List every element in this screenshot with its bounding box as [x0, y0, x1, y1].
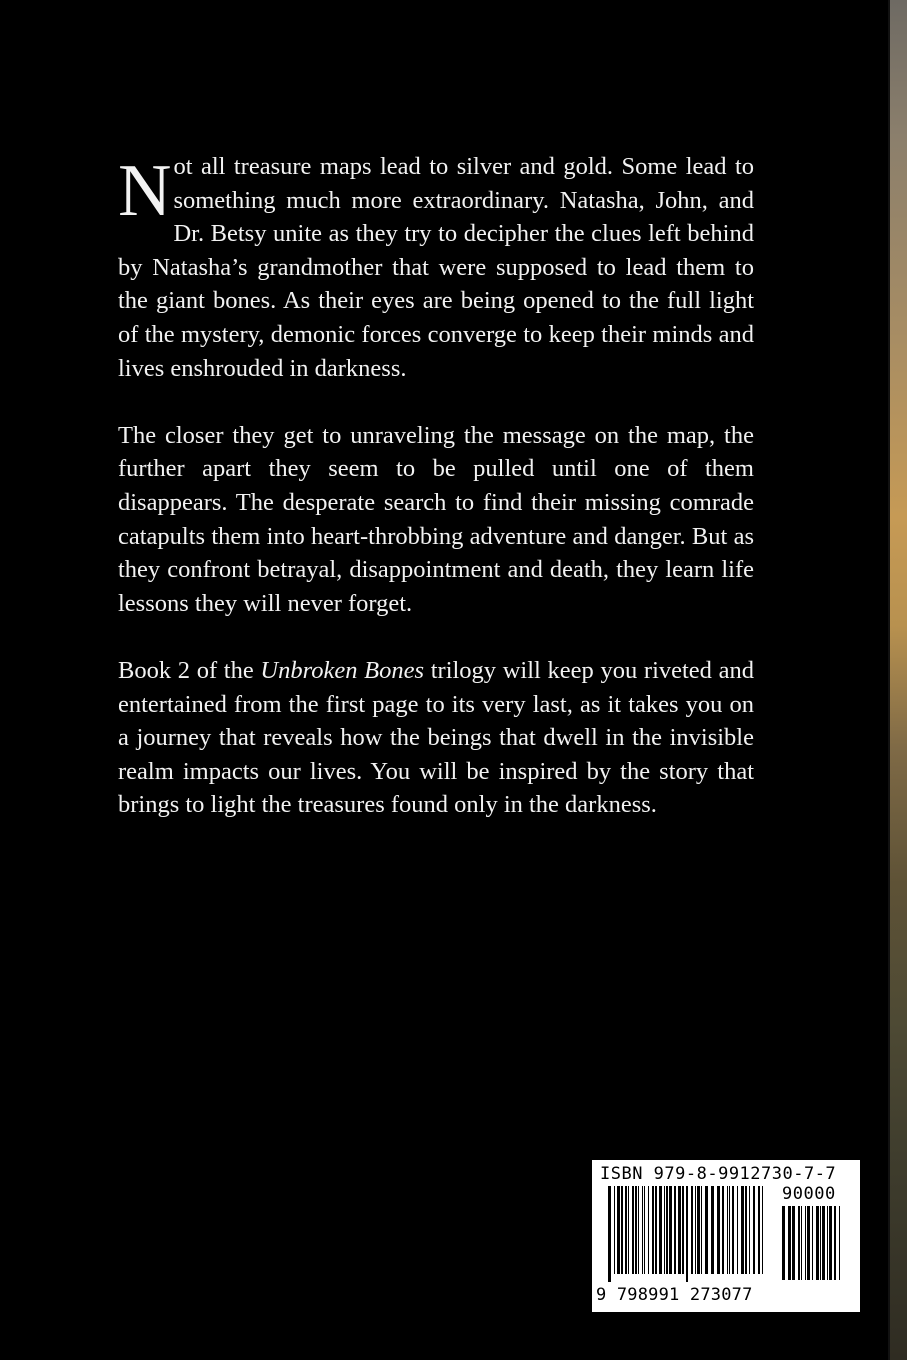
barcode-bar — [666, 1186, 668, 1274]
barcode-bar — [648, 1186, 649, 1274]
barcode-bar — [674, 1186, 676, 1274]
barcode-bar — [805, 1206, 806, 1280]
barcode-digits: 9 798991 273077 — [596, 1285, 753, 1305]
barcode-bar — [741, 1186, 744, 1274]
barcode-bar — [729, 1186, 730, 1274]
barcode-bar — [678, 1186, 681, 1274]
barcode-bar — [727, 1186, 728, 1274]
barcode-bar — [669, 1186, 672, 1274]
barcode-bar — [642, 1186, 643, 1274]
barcode-bar — [822, 1206, 825, 1280]
barcode-main-bars — [608, 1186, 768, 1282]
blurb-paragraph-2: The closer they get to unraveling the message on the map, the further apart they seem to be pulled until one of them disappears. The desperate search to find their missing comrade catapults them into heart-throbbing adventure and danger. But as they confront betrayal, disappointment and death, they learn life lessons they will never forget. — [118, 421, 754, 617]
barcode-bar — [827, 1206, 828, 1280]
barcode-bar — [625, 1186, 627, 1274]
series-title: Unbroken Bones — [260, 656, 425, 684]
barcode-bar — [762, 1186, 763, 1274]
barcode-bar — [652, 1186, 654, 1274]
barcode-bar — [638, 1186, 639, 1274]
barcode-bar — [807, 1206, 810, 1280]
blurb-text — [118, 150, 754, 855]
barcode-bar — [711, 1186, 714, 1274]
barcode-bar — [834, 1206, 836, 1280]
barcode-bar — [608, 1186, 611, 1282]
barcode-bar — [792, 1206, 795, 1280]
barcode-bar — [617, 1186, 620, 1274]
blurb-paragraph-3-end: trilogy will keep you riveted and entertained from the first page to its very last, as it takes you on a journey that reveals how the beings that dwell in the invisible realm impacts our lives. You will be inspired by the story that brings to light the treasures found only in the darkness. — [118, 656, 754, 819]
front-cover-edge-image — [890, 0, 907, 1360]
barcode-bar — [798, 1206, 800, 1280]
isbn-label: ISBN 979-8-9912730-7-7 — [600, 1164, 837, 1184]
barcode-bar — [621, 1186, 623, 1274]
barcode-bar — [745, 1186, 747, 1274]
drop-cap: N — [118, 150, 172, 232]
barcode-bar — [820, 1206, 821, 1280]
barcode-bar — [705, 1186, 708, 1274]
barcode-bar — [801, 1206, 802, 1280]
barcode-bar — [632, 1186, 634, 1274]
barcode-bar — [614, 1186, 615, 1274]
isbn-barcode — [592, 1160, 860, 1312]
barcode-bar — [644, 1186, 645, 1274]
barcode-bar — [717, 1186, 720, 1274]
barcode-bar — [655, 1186, 657, 1274]
barcode-bar — [701, 1186, 702, 1274]
barcode-bar — [788, 1206, 791, 1280]
barcode-bar — [722, 1186, 724, 1274]
barcode-bar — [691, 1186, 693, 1274]
blurb-paragraph-3 — [118, 654, 754, 822]
barcode-bar — [758, 1186, 760, 1274]
barcode-bar — [782, 1206, 785, 1280]
barcode-bar — [829, 1206, 832, 1280]
barcode-bar — [732, 1186, 734, 1274]
barcode-bar — [697, 1186, 700, 1274]
barcode-bar — [635, 1186, 637, 1274]
barcode-bar — [682, 1186, 684, 1274]
barcode-bar — [686, 1186, 688, 1282]
barcode-bar — [839, 1206, 840, 1280]
price-code: 90000 — [782, 1184, 836, 1204]
barcode-addon-bars — [782, 1206, 842, 1288]
barcode-bar — [749, 1186, 750, 1274]
barcode-bar — [628, 1186, 629, 1274]
blurb-paragraph-1-text: ot all treasure maps lead to silver and gold. Some lead to something much more extraordinary. Natasha, John, and Dr. Betsy unite as they try to decipher the clues left behind by Natasha’s grandmother that were supposed to lead them to the giant bones. As their eyes are being opened to the full light of the mystery, demonic forces converge to keep their minds and lives enshrouded in darkness. — [118, 153, 754, 382]
barcode-bar — [664, 1186, 665, 1274]
blurb-paragraph-1 — [118, 150, 754, 385]
barcode-bar — [659, 1186, 662, 1274]
barcode-bar — [816, 1206, 819, 1280]
barcode-bar — [812, 1206, 813, 1280]
blurb-paragraph-3-start: Book 2 of the — [118, 656, 261, 684]
barcode-bar — [753, 1186, 755, 1274]
barcode-bar — [695, 1186, 696, 1274]
barcode-bar — [737, 1186, 738, 1274]
